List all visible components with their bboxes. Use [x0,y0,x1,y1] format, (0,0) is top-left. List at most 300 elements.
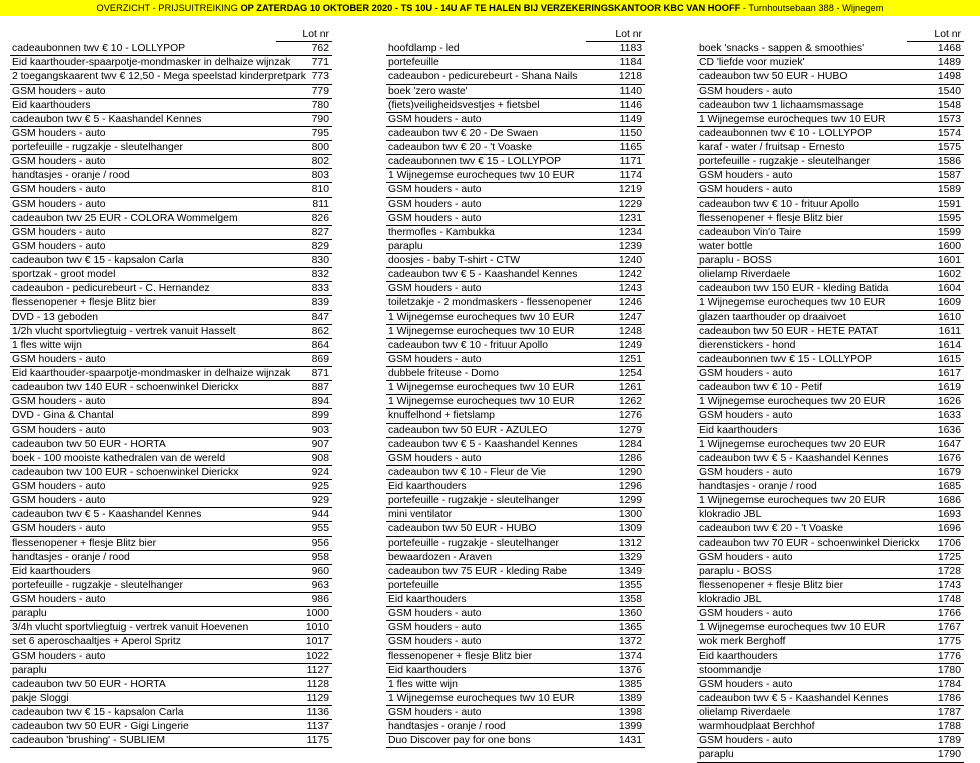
table-row [10,367,332,381]
header-address: - Turnhoutsebaan 388 - Wijnegem [740,3,884,13]
header-event-details: OP ZATERDAG 10 OKTOBER 2020 - TS 10U - 14U AF TE HALEN BIJ VERZEKERINGSKANTOOR KBC VAN HOOFF [240,3,741,13]
table-row [697,720,964,734]
table-row [697,381,964,395]
table-row [386,56,645,70]
table-row [386,508,645,522]
table-row [386,169,645,183]
lot-number: 1149 [586,112,645,126]
lot-number: 963 [276,578,332,592]
lot-number: 1389 [586,691,645,705]
prize-description: 1 Wijnegemse eurocheques twv 10 EUR [386,169,586,183]
lot-number: 1589 [907,183,964,197]
lot-number: 1171 [586,155,645,169]
table-row [10,720,332,734]
table-row [697,352,964,366]
lot-number: 1290 [586,465,645,479]
prize-description: GSM houders - auto [697,169,907,183]
header-blank [386,28,586,42]
lot-number: 1615 [907,352,964,366]
lot-number-header: Lot nr [907,28,964,42]
prize-description: GSM houders - auto [697,677,907,691]
prize-description: portefeuille [386,578,586,592]
table-row [386,225,645,239]
prize-description: GSM houders - auto [697,550,907,564]
prize-description: cadeaubon twv € 5 - Kaashandel Kennes [697,451,907,465]
lot-number: 1468 [907,42,964,56]
prize-description: paraplu - BOSS [697,564,907,578]
prize-description: portefeuille - rugzakje - sleutelhanger [386,536,586,550]
table-row [697,494,964,508]
prize-description: cadeaubon twv € 20 - 't Voaske [386,141,586,155]
table-row [386,310,645,324]
lot-number: 1254 [586,367,645,381]
table-row [386,367,645,381]
prize-description: DVD - 13 geboden [10,310,276,324]
prize-description: olielamp Riverdaele [697,706,907,720]
lot-number: 1229 [586,197,645,211]
prize-description: flessenopener + flesje Blitz bier [697,211,907,225]
table-row [10,239,332,253]
table-row [386,649,645,663]
lot-number: 1611 [907,324,964,338]
lot-number: 1790 [907,748,964,762]
lot-number: 1548 [907,98,964,112]
lot-number: 1602 [907,268,964,282]
table-row [10,98,332,112]
lot-number: 899 [276,409,332,423]
prize-description: 1 Wijnegemse eurocheques twv 20 EUR [697,395,907,409]
table-row [386,84,645,98]
lot-number: 1489 [907,56,964,70]
lot-number: 986 [276,593,332,607]
header-blank [697,28,907,42]
lot-number: 1617 [907,367,964,381]
prize-description: GSM houders - auto [386,197,586,211]
table-row [697,508,964,522]
lot-number: 1633 [907,409,964,423]
table-row [386,296,645,310]
prize-description: bewaardozen - Araven [386,550,586,564]
prize-description: 1 Wijnegemse eurocheques twv 10 EUR [386,310,586,324]
table-row [386,480,645,494]
prize-table [697,28,964,763]
prize-description: Eid kaarthouder-spaarpotje-mondmasker in delhaize wijnzak [12,57,291,69]
lot-number: 908 [276,451,332,465]
table-row [10,649,332,663]
table-row [697,155,964,169]
prize-description: cadeaubon twv 25 EUR - COLORA Wommelgem [10,211,276,225]
prize-description: glazen taarthouder op draaivoet [697,310,907,324]
table-row [10,183,332,197]
lot-number: 894 [276,395,332,409]
table-row [10,465,332,479]
prize-description: karaf - water / fruitsap - Ernesto [697,141,907,155]
table-row [386,607,645,621]
prize-description: handtasjes - oranje / rood [697,480,907,494]
lot-number: 1743 [907,578,964,592]
prize-description: dubbele friteuse - Domo [386,367,586,381]
prize-description: GSM houders - auto [697,607,907,621]
lot-number: 1776 [907,649,964,663]
lot-number: 1300 [586,508,645,522]
prize-description: GSM houders - auto [10,480,276,494]
lot-number: 1676 [907,451,964,465]
prize-description: stoommandje [697,663,907,677]
prize-description: 1 fles witte wijn [10,338,276,352]
table-row [697,296,964,310]
table-row [697,56,964,70]
table-row [10,522,332,536]
table-row [10,550,332,564]
lot-number: 929 [276,494,332,508]
prize-description: boek 'zero waste' [386,84,586,98]
table-row [697,748,964,762]
prize-description: GSM houders - auto [386,621,586,635]
prize-description: water bottle [697,239,907,253]
table-row [697,691,964,705]
table-row [697,197,964,211]
prize-description: cadeaubon - pedicurebeurt - C. Hernandez [10,282,276,296]
prize-description: cadeaubon twv 100 EUR - schoenwinkel Dierickx [10,465,276,479]
lot-number: 762 [276,42,332,56]
table-row [697,282,964,296]
table-header-row [10,28,332,42]
prize-description: cadeaubon twv 50 EUR - AZULEO [386,423,586,437]
table-row [10,451,332,465]
prize-description: warmhoudplaat Berchhof [697,720,907,734]
lot-number: 1312 [586,536,645,550]
prize-description: portefeuille - rugzakje - sleutelhanger [10,578,276,592]
table-row [386,324,645,338]
prize-description: DVD - Gina & Chantal [10,409,276,423]
prize-description: cadeaubon twv 1 lichaamsmassage [697,98,907,112]
table-header-row [697,28,964,42]
prize-column-2 [386,28,645,748]
lot-number: 802 [276,155,332,169]
lot-number: 958 [276,550,332,564]
prize-description: GSM houders - auto [10,225,276,239]
lot-number: 1239 [586,239,645,253]
prize-description: handtasjes - oranje / rood [10,169,276,183]
lot-number: 1127 [276,663,332,677]
prize-description: cadeaubon twv 50 EUR - HUBO [697,70,907,84]
lot-number: 1725 [907,550,964,564]
prize-description: 1 Wijnegemse eurocheques twv 10 EUR [697,621,907,635]
prize-description: GSM houders - auto [697,465,907,479]
lot-number: 1017 [276,635,332,649]
table-row [386,593,645,607]
prize-description: paraplu [10,663,276,677]
table-row [697,310,964,324]
lot-number: 1686 [907,494,964,508]
table-row [386,720,645,734]
prize-description: GSM houders - auto [386,211,586,225]
prize-description: GSM houders - auto [10,197,276,211]
lot-number: 1787 [907,706,964,720]
table-row [386,155,645,169]
table-row [697,324,964,338]
prize-description: 1 fles witte wijn [386,677,586,691]
prize-description: portefeuille - rugzakje - sleutelhanger [386,494,586,508]
table-row [10,42,332,56]
prize-description: GSM houders - auto [386,635,586,649]
lot-number: 1586 [907,155,964,169]
lot-number: 1498 [907,70,964,84]
prize-description: cadeaubon twv 50 EUR - HUBO [386,522,586,536]
prize-description: klokradio JBL [697,593,907,607]
prize-description: cadeaubonnen twv € 15 - LOLLYPOP [697,352,907,366]
table-row [697,578,964,592]
table-row [697,677,964,691]
table-row [10,423,332,437]
lot-number: 1010 [276,621,332,635]
lot-number: 839 [276,296,332,310]
table-row [697,84,964,98]
prize-description: (fiets)veiligheidsvestjes + fietsbel [386,98,586,112]
lot-number: 1150 [586,126,645,140]
lot-number: 1574 [907,126,964,140]
lot-number: 1573 [907,112,964,126]
prize-description: GSM houders - auto [697,734,907,748]
lot-number: 944 [276,508,332,522]
prize-description: cadeaubon twv € 15 - kapsalon Carla [10,254,276,268]
lot-number: 1766 [907,607,964,621]
lot-number: 1140 [586,84,645,98]
lot-number: 1775 [907,635,964,649]
table-row [697,451,964,465]
table-row [386,536,645,550]
prize-description: paraplu [697,748,907,762]
prize-description: Eid kaarthouders [697,649,907,663]
table-row [697,112,964,126]
prize-description: cadeaubonnen twv € 15 - LOLLYPOP [386,155,586,169]
prize-description: 1 Wijnegemse eurocheques twv 10 EUR [386,381,586,395]
table-row [386,282,645,296]
table-row [386,126,645,140]
table-row [386,409,645,423]
prize-description: GSM houders - auto [386,451,586,465]
lot-number: 1299 [586,494,645,508]
prize-description: 1 Wijnegemse eurocheques twv 10 EUR [697,112,907,126]
prize-description: 1 Wijnegemse eurocheques twv 20 EUR [697,494,907,508]
lot-number: 847 [276,310,332,324]
lot-number: 1349 [586,564,645,578]
table-row [10,296,332,310]
table-row [386,677,645,691]
prize-description: sportzak - groot model [10,268,276,282]
lot-number: 1599 [907,225,964,239]
table-row [386,734,645,748]
lot-number: 1685 [907,480,964,494]
prize-description: Eid kaarthouders [386,480,586,494]
lot-number: 1231 [586,211,645,225]
prize-description: cadeaubon twv 50 EUR - HORTA [10,677,276,691]
lot-number: 771 [276,56,332,70]
table-row [10,254,332,268]
lot-number: 1137 [276,720,332,734]
table-row [386,550,645,564]
prize-description: mini ventilator [386,508,586,522]
prize-description: wok merk Berghoff [697,635,907,649]
table-row [386,663,645,677]
lot-number: 1619 [907,381,964,395]
table-row [697,522,964,536]
table-row [10,169,332,183]
table-row [697,706,964,720]
prize-description: cadeaubonnen twv € 10 - LOLLYPOP [10,42,276,56]
lot-number: 1587 [907,169,964,183]
lot-number: 1360 [586,607,645,621]
prize-description: GSM houders - auto [10,395,276,409]
lot-number: 1183 [586,42,645,56]
prize-description: GSM houders - auto [386,352,586,366]
lot-number: 795 [276,126,332,140]
prize-description: cadeaubon twv 150 EUR - kleding Batida [697,282,907,296]
prize-description: flessenopener + flesje Blitz bier [697,578,907,592]
lot-number: 925 [276,480,332,494]
table-row [10,593,332,607]
prize-description: knuffelhond + fietslamp [386,409,586,423]
lot-number: 800 [276,141,332,155]
prize-description: cadeaubon twv € 5 - Kaashandel Kennes [10,112,276,126]
lot-number: 773 [276,70,332,84]
table-row [10,564,332,578]
table-row [386,465,645,479]
table-row [10,409,332,423]
lot-number: 1184 [586,56,645,70]
prize-description: 3/4h vlucht sportvliegtuig - vertrek vanuit Hoevenen [10,621,276,635]
table-row [697,465,964,479]
lot-number: 1431 [586,734,645,748]
prize-description: GSM houders - auto [697,84,907,98]
table-row [386,578,645,592]
prize-description: cadeaubon twv € 5 - Kaashandel Kennes [386,268,586,282]
prize-description: GSM houders - auto [10,522,276,536]
prize-description: Eid kaarthouders [10,98,276,112]
lot-number: 1706 [907,536,964,550]
lot-number: 1679 [907,465,964,479]
table-row [10,268,332,282]
table-row [697,734,964,748]
table-row [10,691,332,705]
table-row [386,141,645,155]
prize-description: GSM houders - auto [386,607,586,621]
prize-description: dierenstickers - hond [697,338,907,352]
prize-description: GSM houders - auto [386,282,586,296]
lot-number: 1309 [586,522,645,536]
lot-number: 1789 [907,734,964,748]
lot-number: 1128 [276,677,332,691]
table-row [697,211,964,225]
prize-description: hoofdlamp - led [386,42,586,56]
table-row [697,607,964,621]
lot-number: 1000 [276,607,332,621]
lot-number: 1601 [907,254,964,268]
table-row [386,381,645,395]
prize-description: 1/2h vlucht sportvliegtuig - vertrek vanuit Hasselt [10,324,276,338]
lot-number: 1174 [586,169,645,183]
table-row [386,98,645,112]
table-row [697,550,964,564]
table-row [10,84,332,98]
table-row [10,663,332,677]
table-row [10,437,332,451]
prize-description: cadeaubon twv € 10 - Petif [697,381,907,395]
lot-number-header: Lot nr [586,28,645,42]
header-blank [10,28,276,42]
header-title: OVERZICHT - PRIJSUITREIKING [96,3,241,13]
table-row [10,621,332,635]
lot-number: 830 [276,254,332,268]
lot-number: 1219 [586,183,645,197]
table-row [10,480,332,494]
lot-number: 1595 [907,211,964,225]
table-row [697,169,964,183]
prize-description: GSM houders - auto [386,183,586,197]
prize-description: GSM houders - auto [10,352,276,366]
lot-number: 1786 [907,691,964,705]
lot-number: 803 [276,169,332,183]
lot-number: 1398 [586,706,645,720]
table-row [697,70,964,84]
table-row [697,395,964,409]
lot-number: 1788 [907,720,964,734]
lot-number: 1365 [586,621,645,635]
prize-table [386,28,645,748]
table-row [10,141,332,155]
prize-description: cadeaubon twv € 5 - Kaashandel Kennes [10,508,276,522]
table-row [10,211,332,225]
lot-number: 1329 [586,550,645,564]
prize-description: cadeaubon 'brushing' - SUBLIEM [10,734,276,748]
table-row [697,126,964,140]
table-row [697,564,964,578]
table-row [10,324,332,338]
prize-description: thermofles - Kambukka [386,225,586,239]
table-header-row [386,28,645,42]
lot-number: 1261 [586,381,645,395]
lot-number: 1784 [907,677,964,691]
table-row [10,607,332,621]
prize-description: flessenopener + flesje Blitz bier [10,296,276,310]
table-row [697,536,964,550]
prize-description: GSM houders - auto [10,126,276,140]
prize-description: doosjes - baby T-shirt - CTW [386,254,586,268]
lot-number: 864 [276,338,332,352]
table-row [697,141,964,155]
prize-table [10,28,332,748]
prize-description: boek 'snacks - sappen & smoothies' [697,42,907,56]
prize-description: GSM houders - auto [10,593,276,607]
prize-description: 2 toegangskaarent twv € 12,50 - Mega speelstad kinderpretpark [12,71,307,83]
prize-description: 1 Wijnegemse eurocheques twv 10 EUR [386,324,586,338]
prize-description: cadeaubon twv € 10 - frituur Apollo [386,338,586,352]
table-row [386,564,645,578]
table-row [697,437,964,451]
lot-number: 1249 [586,338,645,352]
prize-description: cadeaubon twv 50 EUR - Gigi Lingerie [10,720,276,734]
lot-number: 1248 [586,324,645,338]
lot-number: 1175 [276,734,332,748]
table-row [386,268,645,282]
lot-number: 1242 [586,268,645,282]
lot-number: 887 [276,381,332,395]
prize-description: portefeuille - rugzakje - sleutelhanger [697,155,907,169]
lot-number: 1358 [586,593,645,607]
table-row [697,42,964,56]
lot-number: 1385 [586,677,645,691]
lot-number: 1165 [586,141,645,155]
